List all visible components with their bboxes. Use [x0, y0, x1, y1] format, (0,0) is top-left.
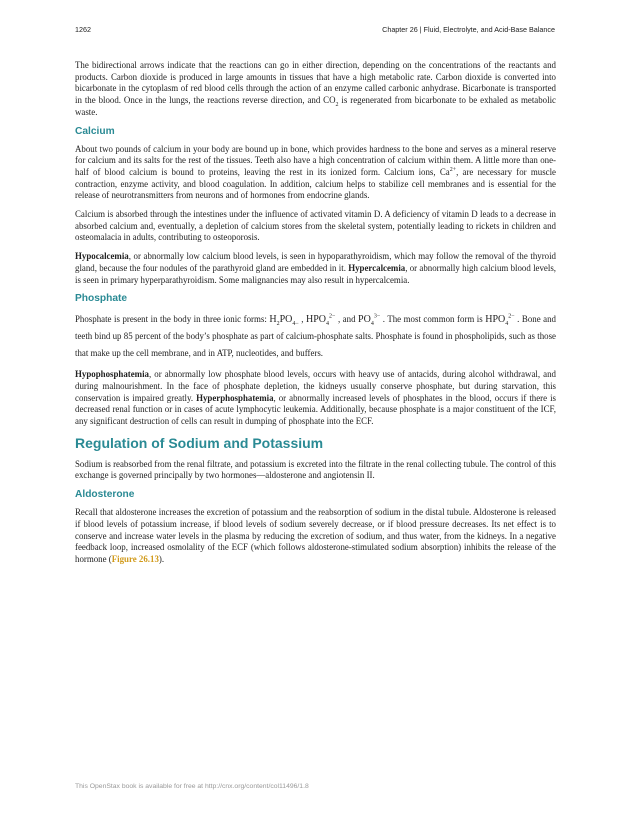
aldosterone-paragraph: Recall that aldosterone increases the excretion of potassium and the reabsorption of sodium in the distal tubule. Aldosterone is released if blood levels of potassium increase, if blood levels of sodium severely decrease, or if blood pressure decreases. Its net effect is to conserve and increase water levels in the plasma by reducing the excretion of sodium, and thus water, from the kidneys. In a negative feedback loop, increased osmolality of the ECF (which follows aldosterone-stimulated sodium absorption) inhibits the release of the hormone (Figure 26.13).	[75, 507, 556, 564]
intro-paragraph: The bidirectional arrows indicate that the reactions can go in either direction, depending on the concentrations of the reactants and products. Carbon dioxide is produced in large amounts in tissues that have a high metabolic rate. Carbon dioxide is converted into bicarbonate in the cytoplasm of red blood cells through the action of an enzyme called carbonic anhydrase. Bicarbonate is transported in the blood. Once in the lungs, the reactions reverse direction, and $CO_2$ is regenerated from bicarbonate to be exhaled as metabolic waste.	[75, 60, 556, 117]
formula-hpo4-common: $HPO_4^{2-}$	[485, 313, 515, 328]
figure-link[interactable]: Figure 26.13	[111, 553, 159, 564]
term-hypophosphatemia: Hypophosphatemia	[75, 369, 149, 380]
calcium-paragraph-1: About two pounds of calcium in your body are bound up in bone, which provides hardness to the bone and serves as a mineral reserve for calcium and its salts for the rest of the tissues. Teeth also have a high concentration of calcium within them. A little more than one-half of blood calcium is bound to proteins, leaving the rest in its ionized form. Calcium ions, $Ca^{2+}$, are necessary for muscle contraction, enzyme activity, and blood coagulation. In addition, calcium helps to stabilize cell membranes and is essential for the release of neurotransmitters from neurons and of hormones from endocrine glands.	[75, 143, 556, 201]
running-header	[75, 25, 555, 37]
footer-text: This OpenStax book is available for free at http://cnx.org/content/col11496/1.8	[75, 783, 309, 790]
aldosterone-heading: Aldosterone	[75, 489, 135, 501]
page-number: 1262	[75, 25, 91, 34]
phosphate-paragraph-2: Hypophosphatemia, or abnormally low phosphate blood levels, occurs with heavy use of antacids, during alcohol withdrawal, and during malnourishment. In the face of phosphate depletion, the kidneys usually conserve phosphate, but during starvation, this conservation is impaired greatly. Hyperphosphatemia, or abnormally increased levels of phosphates in the blood, occurs if there is decreased renal function or in cases of acute lymphocytic leukemia. Additionally, because phosphate is a major constituent of the ICF, any significant destruction of cells can result in dumping of phosphate into the ECF.	[75, 369, 556, 427]
term-hypercalcemia: Hypercalcemia	[348, 262, 406, 273]
phosphate-heading: Phosphate	[75, 293, 128, 305]
regulation-heading: Regulation of Sodium and Potassium	[75, 434, 324, 451]
chapter-title: Chapter 26 | Fluid, Electrolyte, and Acid-Base Balance	[382, 25, 555, 34]
formula-h2po4: $H_2PO_{4-}$	[269, 314, 299, 328]
phosphate-paragraph-1: Phosphate is present in the body in three ionic forms: $H_2PO_{4-}$ , $HPO_4^{2-}$ , and $PO_4^{3-}$ . The most common form is $HPO_4^{2-}$ . Bone and teeth bind up 85 percent of the body’s phosphate as part of calcium-phosphate salts. Phosphate is found in phospholipids, such as those that make up the cell membrane, and in ATP, nucleotides, and buffers.	[75, 313, 556, 359]
term-hypocalcemia: Hypocalcemia	[75, 251, 129, 262]
calcium-heading: Calcium	[75, 125, 115, 137]
formula-hpo4: $HPO_4^{2-}$	[306, 313, 336, 328]
formula-po4: $PO_4^{3-}$	[358, 313, 381, 328]
body-content	[75, 60, 556, 573]
calcium-paragraph-2: Calcium is absorbed through the intestines under the influence of activated vitamin D. A deficiency of vitamin D leads to a decrease in absorbed calcium and, eventually, a depletion of calcium stores from the skeletal system, potentially leading to rickets in children and osteomalacia in adults, contributing to osteoporosis.	[75, 209, 556, 243]
term-hyperphosphatemia: Hyperphosphatemia	[196, 392, 274, 403]
calcium-paragraph-3: Hypocalcemia, or abnormally low calcium blood levels, is seen in hypoparathyroidism, which may follow the removal of the thyroid gland, because the four nodules of the parathyroid gland are embedded in it. Hypercalcemia, or abnormally high calcium blood levels, is seen in primary hyperparathyroidism. Some malignancies may also result in hypercalcemia.	[75, 251, 556, 285]
regulation-paragraph: Sodium is reabsorbed from the renal filtrate, and potassium is excreted into the filtrate in the renal collecting tubule. The control of this exchange is governed principally by two hormones—aldosterone and angiotensin II.	[75, 458, 556, 481]
